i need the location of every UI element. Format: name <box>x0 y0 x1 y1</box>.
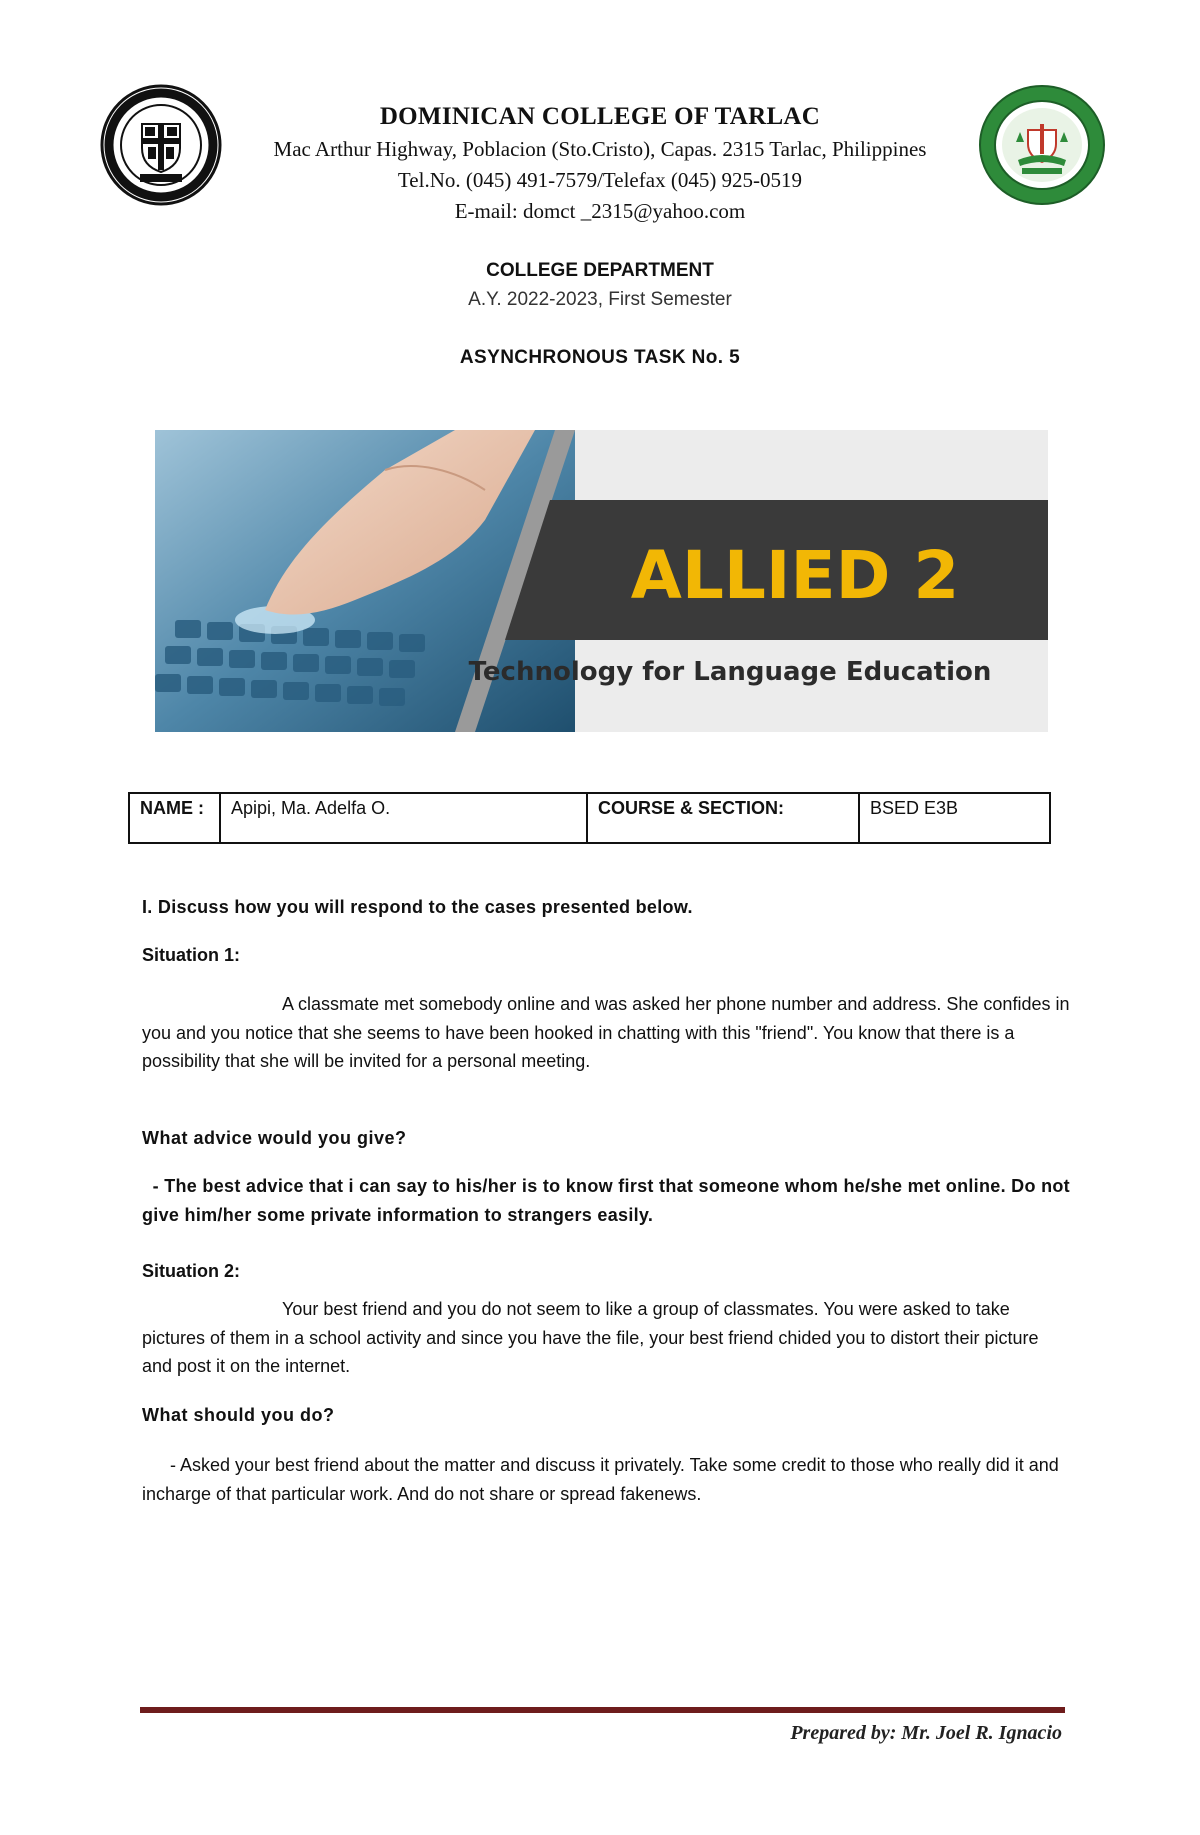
document-header <box>0 0 1200 240</box>
school-address: Mac Arthur Highway, Poblacion (Sto.Cristo), Capas. 2315 Tarlac, Philippines <box>273 137 927 161</box>
course-section-label: COURSE & SECTION: <box>587 793 859 843</box>
situation-2-text: Your best friend and you do not seem to like a group of classmates. You were asked to take pictures of them in a school activity and since you have the file, your best friend chided you to distort their picture and post it on the internet. <box>142 1299 1039 1376</box>
situation-2-answer: - Asked your best friend about the matter and discuss it privately. Take some credit to those who really did it and incharge of that particular work. And do not share or spread fakenews. <box>142 1455 1059 1504</box>
name-label: NAME : <box>129 793 220 843</box>
name-value: Apipi, Ma. Adelfa O. <box>220 793 587 843</box>
banner-title: ALLIED 2 <box>630 537 960 614</box>
footer-divider <box>140 1707 1065 1713</box>
situation-2-heading: Situation 2: <box>142 1261 240 1281</box>
course-section-value: BSED E3B <box>859 793 1050 843</box>
prepared-by: Prepared by: Mr. Joel R. Ignacio <box>790 1722 1062 1744</box>
situation-2-question: What should you do? <box>142 1405 335 1425</box>
instructions-heading: I. Discuss how you will respond to the cases presented below. <box>142 897 693 917</box>
situation-1-text: A classmate met somebody online and was asked her phone number and address. She confides in you and you notice that she seems to have been hooked in chatting with this "friend". You know that there is a possibility that she will be invited for a personal meeting. <box>142 994 1070 1071</box>
course-banner-image <box>155 430 1048 732</box>
task-title: ASYNCHRONOUS TASK No. 5 <box>459 347 741 368</box>
school-name: DOMINICAN COLLEGE OF TARLAC <box>379 103 821 130</box>
student-info-table <box>128 792 1051 844</box>
situation-1-question: What advice would you give? <box>142 1128 407 1148</box>
banner-subtitle: Technology for Language Education <box>468 657 992 687</box>
department-title: COLLEGE DEPARTMENT <box>486 260 714 281</box>
academic-year: A.Y. 2022-2023, First Semester <box>468 289 732 310</box>
situation-1-answer: - The best advice that i can say to his/her is to know first that someone whom he/she met online. Do not give him/her some private information to strangers easily. <box>142 1176 1076 1225</box>
college-of-education-logo <box>978 84 1106 206</box>
school-email: E-mail: domct _2315@yahoo.com <box>454 199 746 223</box>
situation-1-heading: Situation 1: <box>142 945 240 965</box>
school-telephone: Tel.No. (045) 491-7579/Telefax (045) 925-0519 <box>397 168 803 192</box>
